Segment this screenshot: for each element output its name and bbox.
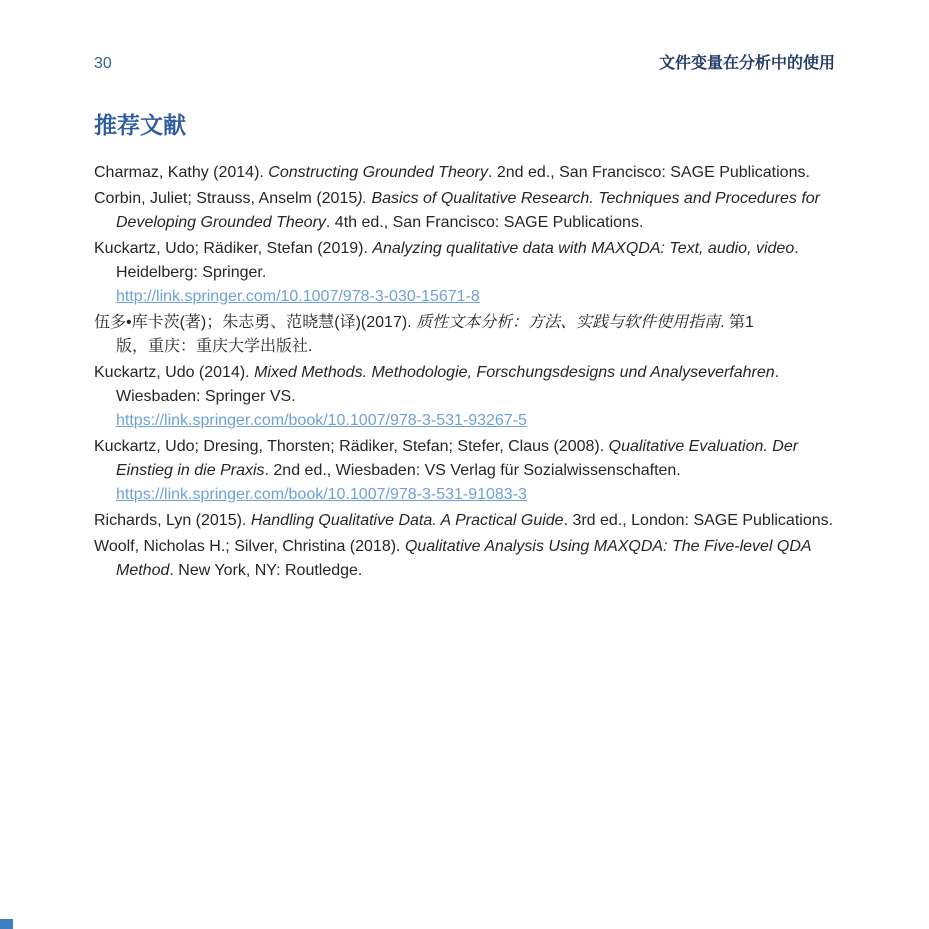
reference-text: 版，重庆：重庆大学出版社. <box>116 338 313 355</box>
reference-text: . 2nd ed., San Francisco: SAGE Publications. <box>487 164 810 181</box>
reference-title: ). Basics of Qualitative Research. Techniques and Procedures for <box>357 190 820 207</box>
reference-title: Method <box>116 562 170 579</box>
reference-text: . New York, NY: Routledge. <box>169 562 363 579</box>
reference-title: Developing Grounded Theory <box>116 214 326 231</box>
reference-text: Kuckartz, Udo (2014). <box>94 364 255 381</box>
reference-item <box>94 311 874 359</box>
page-header <box>94 0 835 74</box>
reference-text: Wiesbaden: Springer VS. <box>116 388 296 405</box>
reference-text: . 3rd ed., London: SAGE Publications. <box>563 512 834 529</box>
reference-text: Corbin, Juliet; Strauss, Anselm (2015 <box>94 190 358 207</box>
reference-item <box>94 237 874 309</box>
reference-text: Richards, Lyn (2015). <box>94 512 251 529</box>
reference-text: . <box>774 364 780 381</box>
reference-link[interactable]: https://link.springer.com/book/10.1007/978-3-531-91083-3 <box>116 486 527 503</box>
reference-item <box>94 535 874 583</box>
reference-item <box>94 361 874 433</box>
reference-text: . 4th ed., San Francisco: SAGE Publications. <box>325 214 644 231</box>
reference-title: Handling Qualitative Data. A Practical Guide <box>250 512 564 529</box>
reference-item <box>94 509 874 533</box>
reference-link[interactable]: http://link.springer.com/10.1007/978-3-030-15671-8 <box>116 288 480 305</box>
reference-title: Constructing Grounded Theory <box>268 164 488 181</box>
reference-title: Analyzing qualitative data with MAXQDA: Text, audio, video <box>372 240 795 257</box>
reference-text: Charmaz, Kathy (2014). <box>94 164 269 181</box>
running-header-title: 文件变量在分析中的使用 <box>658 55 835 72</box>
reference-item <box>94 161 874 185</box>
reference-title: Mixed Methods. Methodologie, Forschungsdesigns und Analyseverfahren <box>254 364 775 381</box>
reference-text: 伍多•库卡茨(著)；朱志勇、范晓慧(译)(2017). <box>94 314 417 331</box>
section-title: 推荐文献 <box>94 112 186 138</box>
reference-title: Qualitative Analysis Using MAXQDA: The Five-level QDA <box>404 538 812 555</box>
reference-text: . 2nd ed., Wiesbaden: VS Verlag für Sozialwissenschaften. <box>264 462 681 479</box>
reference-text: Woolf, Nicholas H.; Silver, Christina (2018). <box>94 538 405 555</box>
reference-text: Heidelberg: Springer. <box>116 264 267 281</box>
reference-list <box>94 161 874 583</box>
reference-title: 质性文本分析：方法、实践与软件使用指南 <box>416 314 721 331</box>
reference-text: . <box>794 240 799 257</box>
reference-text: Kuckartz, Udo; Rädiker, Stefan (2019). <box>94 240 373 257</box>
reference-title: Einstieg in die Praxis <box>116 462 265 479</box>
reference-item <box>94 435 874 507</box>
reference-link[interactable]: https://link.springer.com/book/10.1007/978-3-531-93267-5 <box>116 412 527 429</box>
reference-text: . 第1 <box>720 314 754 331</box>
page-number: 30 <box>94 55 112 72</box>
reference-text: Kuckartz, Udo; Dresing, Thorsten; Rädiker, Stefan; Stefer, Claus (2008). <box>94 438 609 455</box>
corner-accent-decoration <box>0 919 13 929</box>
reference-item <box>94 187 874 235</box>
reference-title: Qualitative Evaluation. Der <box>608 438 799 455</box>
